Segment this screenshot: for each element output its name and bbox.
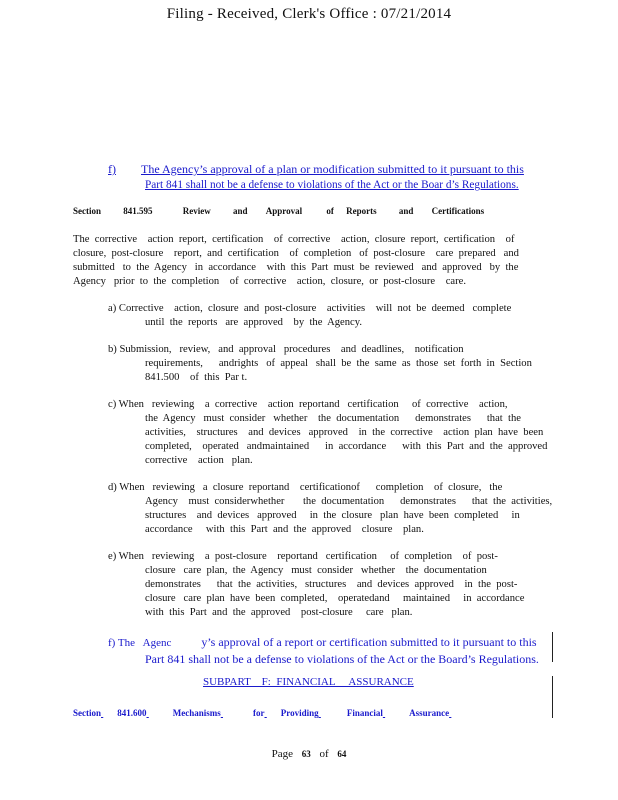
text-line: activities, structures and devices approved in the corrective action plan have been bbox=[145, 427, 544, 438]
text-line: until the reports are approved by the Agency. bbox=[145, 317, 363, 328]
text-line: 841.500 of this Par t. bbox=[145, 372, 248, 383]
section-heading-595 bbox=[73, 206, 484, 216]
text-line: Agency prior to the completion of corrective action, closure, or post-closure care. bbox=[73, 276, 467, 287]
page-footer bbox=[0, 748, 618, 760]
section-title-word: Approval bbox=[265, 206, 303, 216]
section-title-word: of bbox=[326, 206, 334, 216]
section-title-word: Reports bbox=[346, 206, 377, 216]
of-label: of bbox=[319, 748, 329, 760]
amendment-line: y’s approval of a report or certification submitted to it pursuant to this bbox=[201, 635, 537, 649]
amendment-line: The Agency’s approval of a plan or modification submitted to it pursuant to this bbox=[141, 162, 524, 176]
item-d bbox=[108, 481, 552, 537]
section-title-word: and bbox=[233, 206, 248, 216]
text-line: d) When reviewing a closure reportand certificationof completion of closure, the bbox=[108, 482, 503, 493]
page-total: 64 bbox=[337, 749, 347, 759]
item-e bbox=[108, 550, 524, 620]
amendment-marker: f) bbox=[108, 162, 116, 176]
amendment-f-first bbox=[108, 161, 548, 193]
item-b bbox=[108, 343, 532, 385]
text-line: with this Part and the approved post-closure care plan. bbox=[145, 607, 413, 618]
section-label: Section bbox=[73, 206, 101, 216]
text-line: completed, operated andmaintained in accordance with this Part and the approved bbox=[145, 441, 548, 452]
amendment-line: Part 841 shall not be a defense to violations of the Act or the Boar d’s Regulations. bbox=[145, 179, 519, 191]
text-line: Agency must considerwhether the documentation demonstrates that the activities, bbox=[145, 496, 553, 507]
section-heading-600 bbox=[73, 708, 480, 718]
text-line: closure, post-closure report, and certification of completion of post-closure care prepared and bbox=[73, 248, 519, 259]
text-line: structures and devices approved in the closure plan have been completed in bbox=[145, 510, 520, 521]
text-line: requirements, andrights of appeal shall be the same as those set forth in Section bbox=[145, 358, 532, 369]
text-line: b) Submission, review, and approval procedures and deadlines, notification bbox=[108, 344, 464, 355]
section-title-word: Review bbox=[182, 206, 211, 216]
section-number: 841.600 bbox=[117, 708, 147, 718]
amendment-f-second bbox=[108, 634, 548, 667]
section-title-word: Assurance bbox=[409, 708, 450, 718]
section-title-word: Providing bbox=[280, 708, 319, 718]
text-line: The corrective action report, certification of corrective action, closure report, certification of bbox=[73, 234, 515, 245]
amendment-line: Part 841 shall not be a defense to violations of the Act or the Board’s Regulations. bbox=[145, 652, 539, 666]
intro-paragraph bbox=[73, 233, 533, 289]
section-title-word: for bbox=[253, 708, 265, 718]
section-title-word: Financial bbox=[346, 708, 383, 718]
text-line: demonstrates that the activities, structures and devices approved in the post- bbox=[145, 579, 518, 590]
section-number: 841.595 bbox=[123, 206, 153, 216]
text-line: e) When reviewing a post-closure reportand certification of completion of post- bbox=[108, 551, 498, 562]
text-line: a) Corrective action, closure and post-closure activities will not be deemed complete bbox=[108, 303, 512, 314]
section-label: Section bbox=[73, 708, 101, 718]
subpart-heading: SUBPART F: FINANCIAL ASSURANCE bbox=[203, 676, 414, 688]
text-line: c) When reviewing a corrective action reportand certification of corrective action, bbox=[108, 399, 508, 410]
text-line: accordance with this Part and the approved closure plan. bbox=[145, 524, 424, 535]
page-label: Page bbox=[271, 748, 293, 760]
amendment-marker: f) The Agenc bbox=[108, 637, 172, 649]
item-a bbox=[108, 302, 511, 330]
text-line: corrective action plan. bbox=[145, 455, 253, 466]
change-bar bbox=[552, 632, 553, 662]
page-number: 63 bbox=[301, 749, 311, 759]
section-title-word: and bbox=[398, 206, 414, 216]
text-line: closure care plan have been completed, operatedand maintained in accordance bbox=[145, 593, 525, 604]
underline-tail bbox=[477, 708, 479, 718]
item-c bbox=[108, 398, 547, 468]
section-title-word: Mechanisms bbox=[172, 708, 221, 718]
section-title-word: Certifications bbox=[431, 206, 485, 216]
filing-stamp-header: Filing - Received, Clerk's Office : 07/21/2014 bbox=[166, 6, 452, 22]
text-line: the Agency must consider whether the documentation demonstrates that the bbox=[145, 413, 521, 424]
text-line: submitted to the Agency in accordance with this Part must be reviewed and approved by the bbox=[73, 262, 519, 273]
text-line: closure care plan, the Agency must consider whether the documentation bbox=[145, 565, 487, 576]
change-bar bbox=[552, 676, 553, 718]
